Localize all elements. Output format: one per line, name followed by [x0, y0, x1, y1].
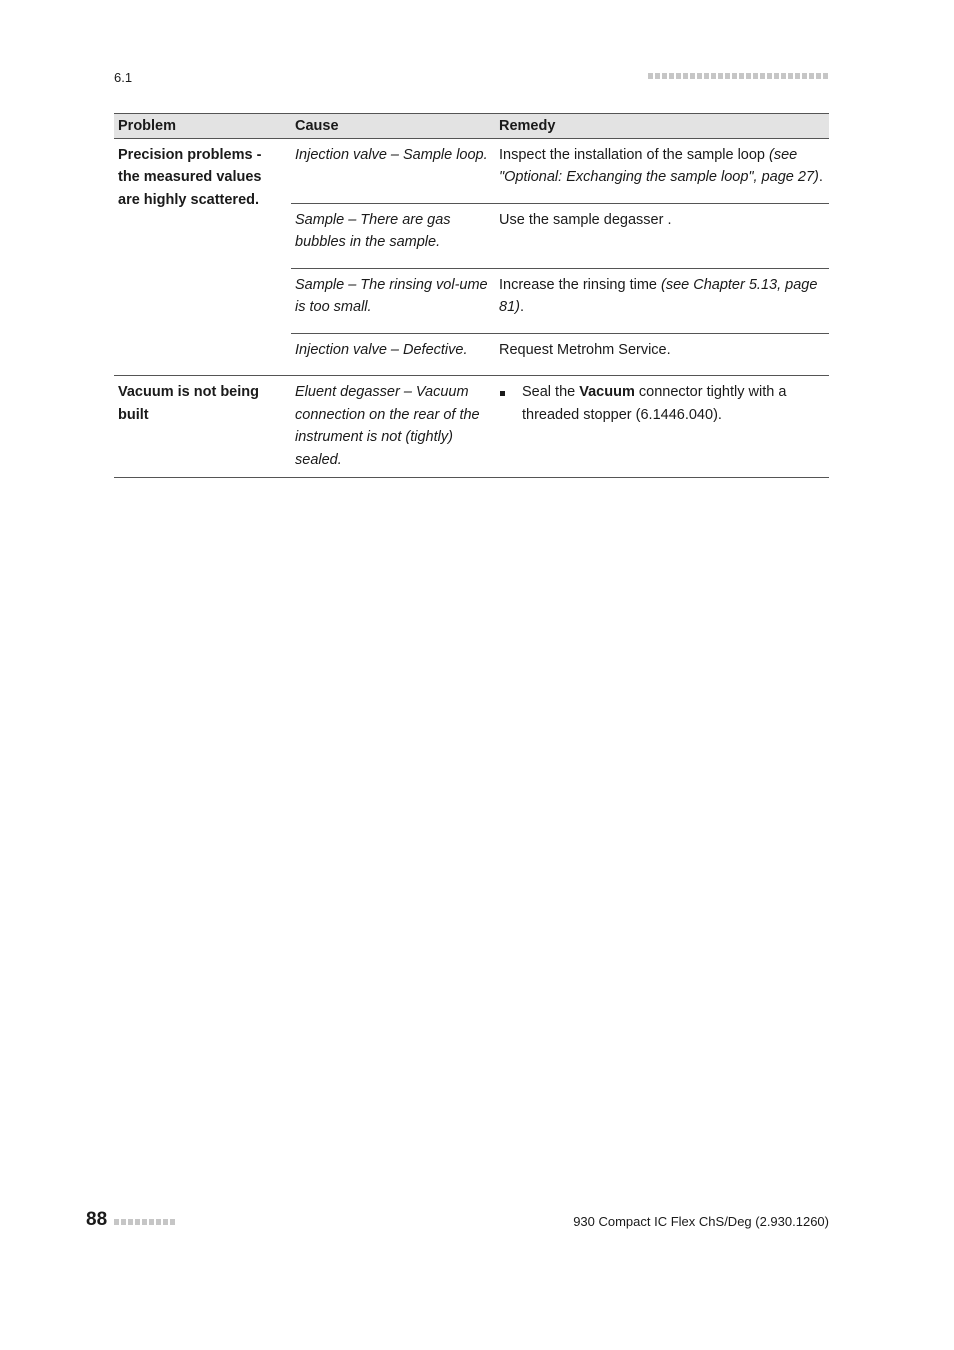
page-number: 88 [86, 1209, 108, 1230]
remedy-cell: Request Metrohm Service. [495, 333, 829, 376]
bullet-square-icon [499, 381, 522, 426]
table-row [114, 376, 829, 478]
remedy-cell: Use the sample degasser . [495, 203, 829, 268]
remedy-bullet-item [499, 381, 825, 426]
remedy-text-end: . [818, 169, 823, 185]
remedy-bullet-text [522, 381, 825, 426]
footer-decoration-dots [114, 1219, 175, 1225]
cause-cell: Injection valve – Defective. [291, 333, 495, 376]
table-row [114, 138, 829, 203]
document-title: 930 Compact IC Flex ChS/Deg (2.930.1260) [573, 1214, 829, 1229]
remedy-cell [495, 376, 829, 478]
problem-cell: Precision problems - the measured values are highly scattered. [118, 146, 262, 208]
cause-cell: Eluent degasser – Vacuum connection on the rear of the instrument is not (tightly) sealed. [291, 376, 495, 478]
remedy-cell [495, 138, 829, 203]
header-decoration-dots [648, 73, 828, 79]
cause-cell [291, 268, 495, 333]
cross-reference-link[interactable]: (see Chapter 5.13, page 81) [499, 276, 818, 315]
cause-text: Sample – The rinsing vol-ume is too small. [295, 276, 488, 315]
column-header-remedy: Remedy [495, 114, 829, 139]
remedy-text: Increase the rinsing time [499, 276, 661, 293]
remedy-text-end: connector tightly with a threaded stopper (6.1446.040). [522, 384, 787, 423]
cross-reference-link[interactable]: (see "Optional: Exchanging the sample loop", page 27) [499, 146, 819, 185]
problem-cell: Vacuum is not being built [114, 376, 291, 478]
remedy-text: Inspect the installation of the sample loop [499, 146, 770, 163]
troubleshooting-table [114, 113, 829, 478]
remedy-bold-term: Vacuum [579, 384, 635, 400]
cause-cell: Sample – There are gas bubbles in the sample. [291, 203, 495, 268]
column-header-cause: Cause [291, 114, 495, 139]
column-header-problem: Problem [114, 114, 291, 139]
table-header-row [114, 114, 829, 139]
remedy-text-end: . [519, 299, 524, 315]
cause-cell: Injection valve – Sample loop. [295, 146, 488, 163]
remedy-text: Seal the [522, 384, 580, 400]
remedy-cell [495, 268, 829, 333]
section-number: 6.1 [114, 70, 133, 85]
